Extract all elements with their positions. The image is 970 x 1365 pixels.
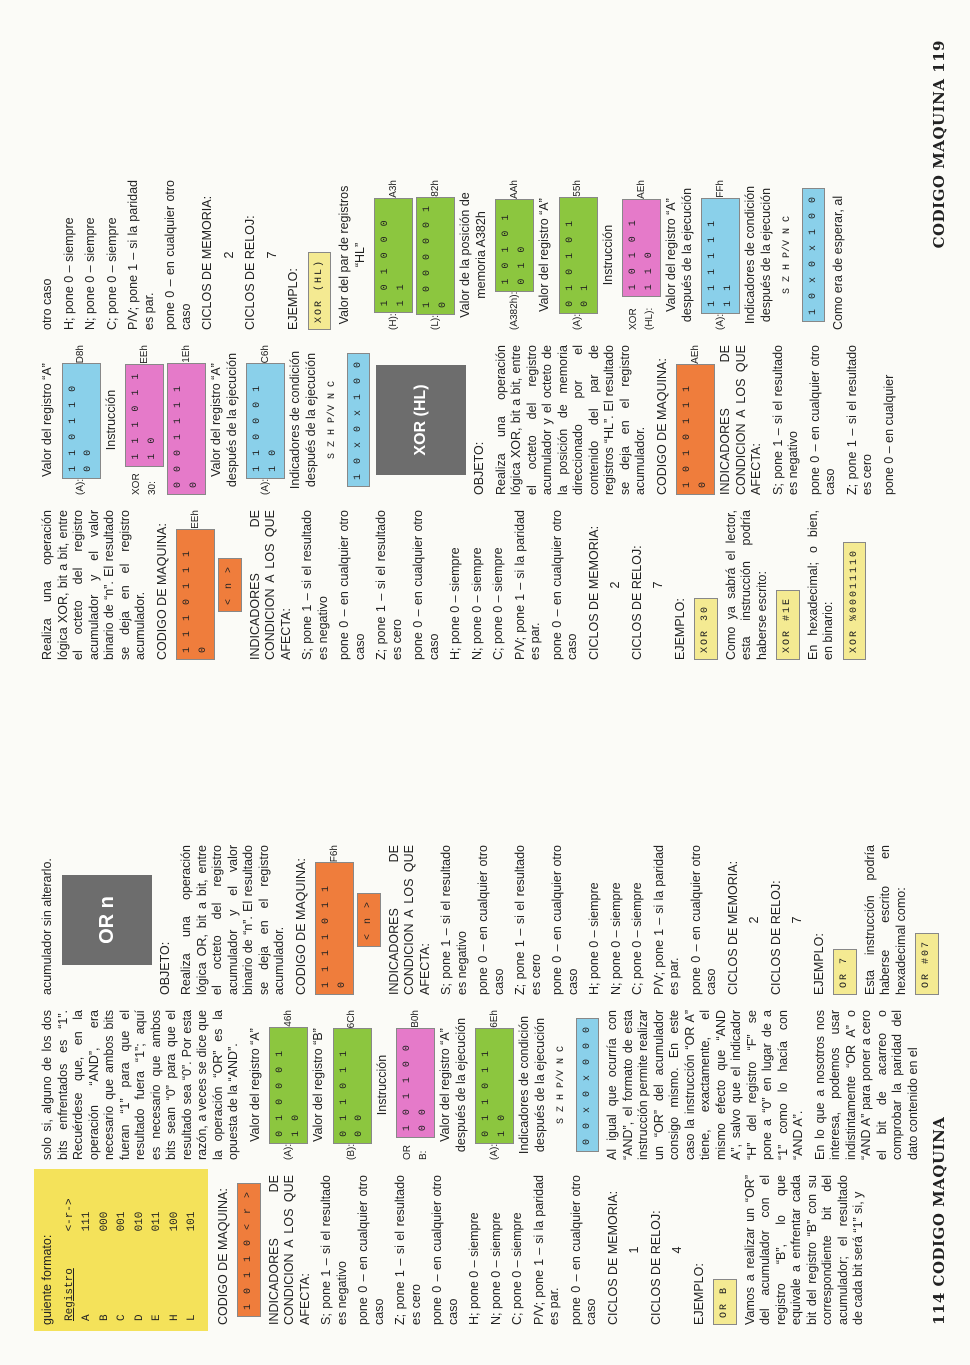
- indicadores-title: INDICADORES DE CONDICION A LOS QUE AFECTA:: [386, 845, 432, 995]
- flag-line: P/V; pone 1 – si la paridad es par.: [126, 180, 156, 330]
- hex-value: A3h: [387, 180, 399, 198]
- paragraph: Realiza una operación lógica XOR, bit a bit, entre el octeto del registro acumulador y el valor binario de “n”. El resultado se deja en el registro acumulador.: [40, 510, 147, 660]
- left-col-3: [40, 845, 945, 995]
- objeto-label: OBJETO:: [157, 941, 172, 995]
- opcode-box: 1 1 1 1 0 1 1 0: [315, 862, 354, 995]
- bits-box: 0 1 0 0 0 1 1 0: [269, 1027, 308, 1144]
- label: Instrucción: [374, 1054, 389, 1116]
- flags-box: 0 0 x 0 x 0 0 0: [576, 1018, 600, 1152]
- reg-code: 111: [81, 1211, 93, 1232]
- flag-line: S; pone 1 – si el resultado es negativo: [439, 845, 469, 995]
- format-intro: guiente formato:: [40, 1234, 54, 1325]
- flag-line: Z; pone 1 – si el resultado es cero: [513, 845, 543, 995]
- flag-line: S; pone 1 – si el resultado es negativo: [319, 1175, 349, 1325]
- flag-line: pone 0 – en cualquier otro caso: [356, 1175, 386, 1325]
- hex-value: B0h: [409, 1010, 421, 1028]
- flag-line: pone 0 – en cualquier otro caso: [807, 345, 837, 495]
- flag-line: pone 0 – en cualquier otro caso: [550, 845, 580, 995]
- flag-line: Z; pone 1 – si el resultado es cero: [374, 510, 404, 660]
- bits-box: 1 1 1 0 1 1 1 0: [125, 364, 164, 467]
- flag-line: S; pone 1 – si el resultado es negativo: [300, 510, 330, 660]
- example-box: OR 7: [833, 949, 857, 995]
- hex-value: F6h: [328, 845, 340, 863]
- left-col-1: [40, 1175, 873, 1325]
- register-table: [62, 1175, 202, 1325]
- right-col-2: [40, 345, 903, 495]
- paragraph: Esta instrucción podría haberse escrito en hexadecimal como:: [862, 845, 908, 995]
- bits-box: 0 1 1 0 1 1 1 0: [475, 1028, 514, 1144]
- indicadores-title: INDICADORES DE CONDICION A LOS QUE AFECTA:: [247, 510, 293, 660]
- reg-header-name: Registro: [63, 1268, 76, 1321]
- hex-value: 55h: [572, 180, 584, 197]
- right-col-1: [40, 510, 872, 660]
- hex-value: FFh: [714, 180, 726, 198]
- codigo-label: CODIGO DE MAQUINA:: [154, 523, 169, 660]
- flag-line: P/V; pone 1 – si la paridad es par.: [651, 845, 681, 995]
- ciclos-mem-value: 2: [608, 581, 622, 589]
- ciclos-reloj-value: 7: [790, 916, 804, 924]
- paragraph: Como era de esperar, al: [831, 195, 845, 330]
- ciclos-reloj-value: 4: [670, 1246, 684, 1254]
- indicadores-title: INDICADORES DE CONDICION A LOS QUE AFECTA:: [266, 1175, 312, 1325]
- ciclos-reloj-value: 7: [651, 581, 665, 589]
- codigo-label: CODIGO DE MAQUINA:: [293, 858, 308, 995]
- bits-box: 0 1 0 1 0 1 0 1: [559, 197, 598, 314]
- reg-label: (A):: [75, 478, 87, 495]
- ciclos-reloj-label: CICLOS DE RELOJ:: [629, 545, 644, 660]
- register-format-panel: [34, 1169, 208, 1331]
- flag-line: otro caso: [40, 278, 54, 330]
- ejemplo-label: EJEMPLO:: [811, 933, 826, 995]
- ciclos-mem-label: CICLOS DE MEMORIA:: [586, 525, 601, 660]
- left-col-2: [40, 1010, 927, 1160]
- paragraph: Realiza una operación lógica OR, bit a bit, entre el octeto del registro acumulador y el valor binario de “n”. El resultado se deja en el registro acumulador.: [179, 845, 286, 995]
- label: Valor del par de registros “HL”: [337, 185, 367, 325]
- ciclos-mem-value: 2: [747, 916, 761, 924]
- label: Indicadores de condición después de la ejecución: [517, 1015, 547, 1155]
- reg-code: 001: [116, 1211, 128, 1232]
- flag-line: pone 0 – en cualquier otro caso: [337, 510, 367, 660]
- hex-value: EEh: [189, 510, 201, 529]
- hex-value: D8h: [75, 345, 87, 364]
- label: Instrucción: [600, 224, 615, 286]
- reg-label: (A):: [714, 313, 726, 330]
- flag-line: C; pone 0 – siempre: [104, 217, 119, 330]
- flag-line: S; pone 1 – si el resultado es negativo: [770, 345, 800, 495]
- bits-box: 1 0 0 0 0 0 1 0: [416, 197, 455, 315]
- flag-line: pone 0 – en cualquier otro caso: [430, 1175, 460, 1325]
- flag-line: H; pone 0 – siempre: [448, 547, 462, 660]
- bits-box: 1 0 1 0 0 0 1 1: [374, 198, 413, 314]
- reg-label: (L):: [429, 315, 441, 330]
- hex-example-box: XOR #1E: [776, 590, 800, 660]
- reg-label: (A):: [282, 1143, 294, 1160]
- ciclos-mem-value: 1: [627, 1246, 641, 1254]
- label: Valor del registro “A”: [40, 363, 54, 477]
- bits-box: 1 0 1 1 0 0 0 0: [396, 1028, 435, 1138]
- reg-label: (A):: [259, 478, 271, 495]
- opcode-box: 1 0 1 0 1 1 1 0: [676, 364, 715, 495]
- ejemplo-label: EJEMPLO:: [286, 268, 300, 330]
- flag-line: C; pone 0 – siempre: [491, 547, 505, 660]
- bits-box: 0 0 0 1 1 1 1 0: [167, 363, 206, 495]
- reg-name: H: [168, 1314, 181, 1321]
- ciclos-reloj-label: CICLOS DE RELOJ:: [648, 1210, 663, 1325]
- ciclos-reloj-label: CICLOS DE RELOJ:: [243, 215, 257, 330]
- flags-box: 1 0 x 0 x 1 0 0: [802, 188, 826, 322]
- reg-name: A: [81, 1314, 93, 1321]
- flag-line: P/V; pone 1 – si la paridad es par.: [531, 1175, 561, 1325]
- reg-label: OR B:: [402, 1145, 429, 1160]
- paragraph: Al igual que ocurría con “AND”, el formato de esta instrucción permite realizar un “OR” del acumulador consigo mismo. En este caso la instrucción “OR A” tiene, exactamente, el mismo efecto que “AND A”, salvo que el indicador “H” del registro “F” se pone a “0” en lugar de a “1” como lo hacía con “AND A”.: [605, 1010, 805, 1160]
- objeto-label: OBJETO:: [472, 441, 486, 495]
- flag-names: S Z H P/V N C: [327, 381, 338, 460]
- reg-header-code: <-r->: [63, 1198, 76, 1232]
- paragraph: En hexadecimal; o bien, en binario:: [805, 510, 835, 660]
- reg-name: E: [151, 1314, 163, 1321]
- flag-line: P/V; pone 1 – si la paridad es par.: [512, 510, 542, 660]
- flag-names: S Z H P/V N C: [556, 1046, 567, 1125]
- reg-name: D: [133, 1314, 146, 1321]
- paragraph: Realiza una operación lógica XOR, bit a bit, entre el octeto del registro acumulador y el octeto de la posición de memoria direccionado por el contenido del par de registros “HL”. El resultado se deja en el registro acumulador.: [493, 345, 647, 495]
- reg-label: (B):: [346, 1143, 358, 1160]
- bits-box: 1 1 0 1 1 0 0 0: [62, 363, 101, 479]
- flag-line: H; pone 0 – siempre: [467, 1212, 481, 1325]
- flag-line: Z; pone 1 – si el resultado es cero: [844, 345, 874, 495]
- ciclos-mem-value: 2: [221, 251, 236, 259]
- operand-box: < n >: [218, 558, 242, 612]
- flag-line: pone 0 – en cualquier otro caso: [549, 510, 579, 660]
- left-page-folio: 114 CODIGO MAQUINA: [930, 1116, 948, 1325]
- flag-line: pone 0 – en cualquier otro caso: [411, 510, 441, 660]
- bits-box: 1 1 1 1 1 1 1 1: [701, 198, 740, 314]
- bits-box: 0 1 1 0 1 1 0 0: [333, 1028, 372, 1144]
- reg-label: (H):: [387, 313, 399, 330]
- label: Valor del registro “A” después de la ejecución: [209, 352, 239, 488]
- reg-code: 010: [133, 1211, 146, 1232]
- label: Valor de la posición de memoria A382h: [458, 192, 488, 318]
- flag-line: N; pone 0 – siempre: [608, 882, 623, 995]
- paragraph: Vamos a realizar un “OR” del acumulador con el registro “B”, lo que equivale a enfrentar cada bit del registro “B” con su correspondiente bit del acumulador; el resultado de cada bit será “1” si, y: [742, 1175, 865, 1325]
- reg-name: L: [186, 1314, 198, 1321]
- reg-code: 011: [151, 1211, 163, 1232]
- hex-value: 1Eh: [180, 345, 192, 363]
- bits-box: 1 1 0 0 0 1 1 0: [246, 363, 285, 479]
- label: Instrucción: [103, 389, 118, 451]
- right-col-3: [40, 180, 853, 330]
- ciclos-mem-label: CICLOS DE MEMORIA:: [200, 195, 214, 330]
- flag-names: S Z H P/V N C: [782, 216, 793, 295]
- indicadores-title: INDICADORES DE CONDICION A LOS QUE AFECTA:: [718, 345, 763, 495]
- reg-name: B: [98, 1314, 111, 1321]
- example-box: XOR 30: [694, 598, 718, 660]
- label: Valor del registro “A” después de la ejecución: [438, 1017, 468, 1153]
- flag-line: H; pone 0 – siempre: [61, 217, 76, 330]
- reg-label: (A382h):: [508, 291, 520, 330]
- flag-line: pone 0 – en cualquier otro caso: [688, 845, 718, 995]
- instruction-title-box: OR n: [62, 875, 152, 965]
- reg-code: 000: [98, 1211, 111, 1232]
- label: Valor del registro “A”: [537, 198, 551, 312]
- flag-line: N; pone 0 – siempre: [469, 547, 484, 660]
- label: Indicadores de condición después de la ejecución: [288, 350, 318, 490]
- label: Valor del registro “A”: [247, 1028, 262, 1142]
- paragraph: En lo que a nosotros nos interesa, podemos usar indistintamente “OR A” o “AND A” para poner a cero el bit de acarreo o comprobar la paridad del dato contenido en el: [812, 1010, 920, 1160]
- ciclos-reloj-value: 7: [264, 251, 279, 259]
- flag-line: C; pone 0 – siempre: [510, 1212, 524, 1325]
- flag-line: pone 0 – en cualquier: [881, 374, 896, 495]
- paragraph: Como ya sabrá el lector, esta instrucción podría haberse escrito:: [723, 510, 769, 660]
- hex-value: AAh: [508, 180, 520, 199]
- reg-label: XOR 30:: [131, 473, 158, 495]
- flag-line: Z; pone 1 – si el resultado es cero: [393, 1175, 423, 1325]
- right-page-folio: CODIGO MAQUINA 119: [930, 40, 948, 249]
- flag-line: N; pone 0 – siempre: [83, 217, 97, 330]
- codigo-label: CODIGO DE MAQUINA:: [215, 1188, 230, 1325]
- flag-line: H; pone 0 – siempre: [587, 882, 601, 995]
- label: Valor del registro “A” después de la ejecución: [664, 187, 694, 323]
- flag-line: N; pone 0 – siempre: [488, 1212, 503, 1325]
- label: Valor del registro “B”: [311, 1028, 325, 1142]
- reg-label: XOR (HL):: [628, 307, 655, 330]
- flag-line: pone 0 – en cualquier otro caso: [568, 1175, 598, 1325]
- hex-value: EEh: [138, 345, 150, 364]
- reg-label: (A):: [572, 313, 584, 330]
- reg-label: (A):: [488, 1143, 500, 1160]
- hex-value: AEh: [689, 345, 701, 364]
- ciclos-mem-label: CICLOS DE MEMORIA:: [605, 1190, 620, 1325]
- opcode-box: 1 0 1 1 0 < r >: [237, 1183, 261, 1317]
- ciclos-mem-label: CICLOS DE MEMORIA:: [725, 860, 740, 995]
- hex-value: 6Ch: [346, 1010, 358, 1029]
- operand-box: < n >: [357, 893, 381, 947]
- paragraph: acumulador sin alterarlo.: [40, 858, 54, 995]
- reg-name: C: [116, 1314, 128, 1321]
- hex-value: C6h: [259, 345, 271, 364]
- codigo-label: CODIGO DE MAQUINA:: [654, 358, 669, 495]
- instruction-title-box: XOR (HL): [376, 365, 466, 475]
- ciclos-reloj-label: CICLOS DE RELOJ:: [768, 880, 783, 995]
- flags-box: 1 0 x 0 x 1 0 0: [347, 353, 371, 487]
- opcode-box: 1 1 1 0 1 1 1 0: [176, 529, 215, 660]
- hex-value: 6Eh: [488, 1010, 500, 1028]
- binary-example-box: XOR %00011110: [843, 542, 867, 660]
- bits-box: 1 0 1 0 1 1 1 0: [622, 199, 661, 297]
- flag-line: C; pone 0 – siempre: [630, 882, 644, 995]
- example-box: XOR (HL): [308, 252, 332, 330]
- hex-value: AEh: [635, 180, 647, 199]
- hex-value: 46h: [282, 1010, 294, 1027]
- example-box: OR B: [713, 1279, 737, 1325]
- hex-example-box: OR #07: [915, 933, 939, 995]
- ejemplo-label: EJEMPLO:: [672, 598, 687, 660]
- reg-code: 101: [186, 1211, 198, 1232]
- ejemplo-label: EJEMPLO:: [691, 1263, 706, 1325]
- label: Indicadores de condición después de la ejecución: [743, 185, 773, 325]
- bits-box: 1 0 1 0 1 0 1 0: [495, 199, 534, 292]
- flag-line: pone 0 – en cualquier otro caso: [476, 845, 506, 995]
- flag-line: pone 0 – en cualquier otro caso: [163, 180, 193, 330]
- hex-value: 82h: [429, 180, 441, 197]
- paragraph: solo si, alguno de los dos bits enfrentados es “1”. Recuérdese que, en la operación “AND”, era necesario que ambos bits fueran “1” para que el resultado fuera “1”; aquí es necesario que ambos bits sean “0” para que el resultado sea “0”. Por esta razón, a veces se dice que la operación “OR” es la opuesta de la “AND”.: [40, 1010, 240, 1160]
- reg-code: 100: [168, 1211, 181, 1232]
